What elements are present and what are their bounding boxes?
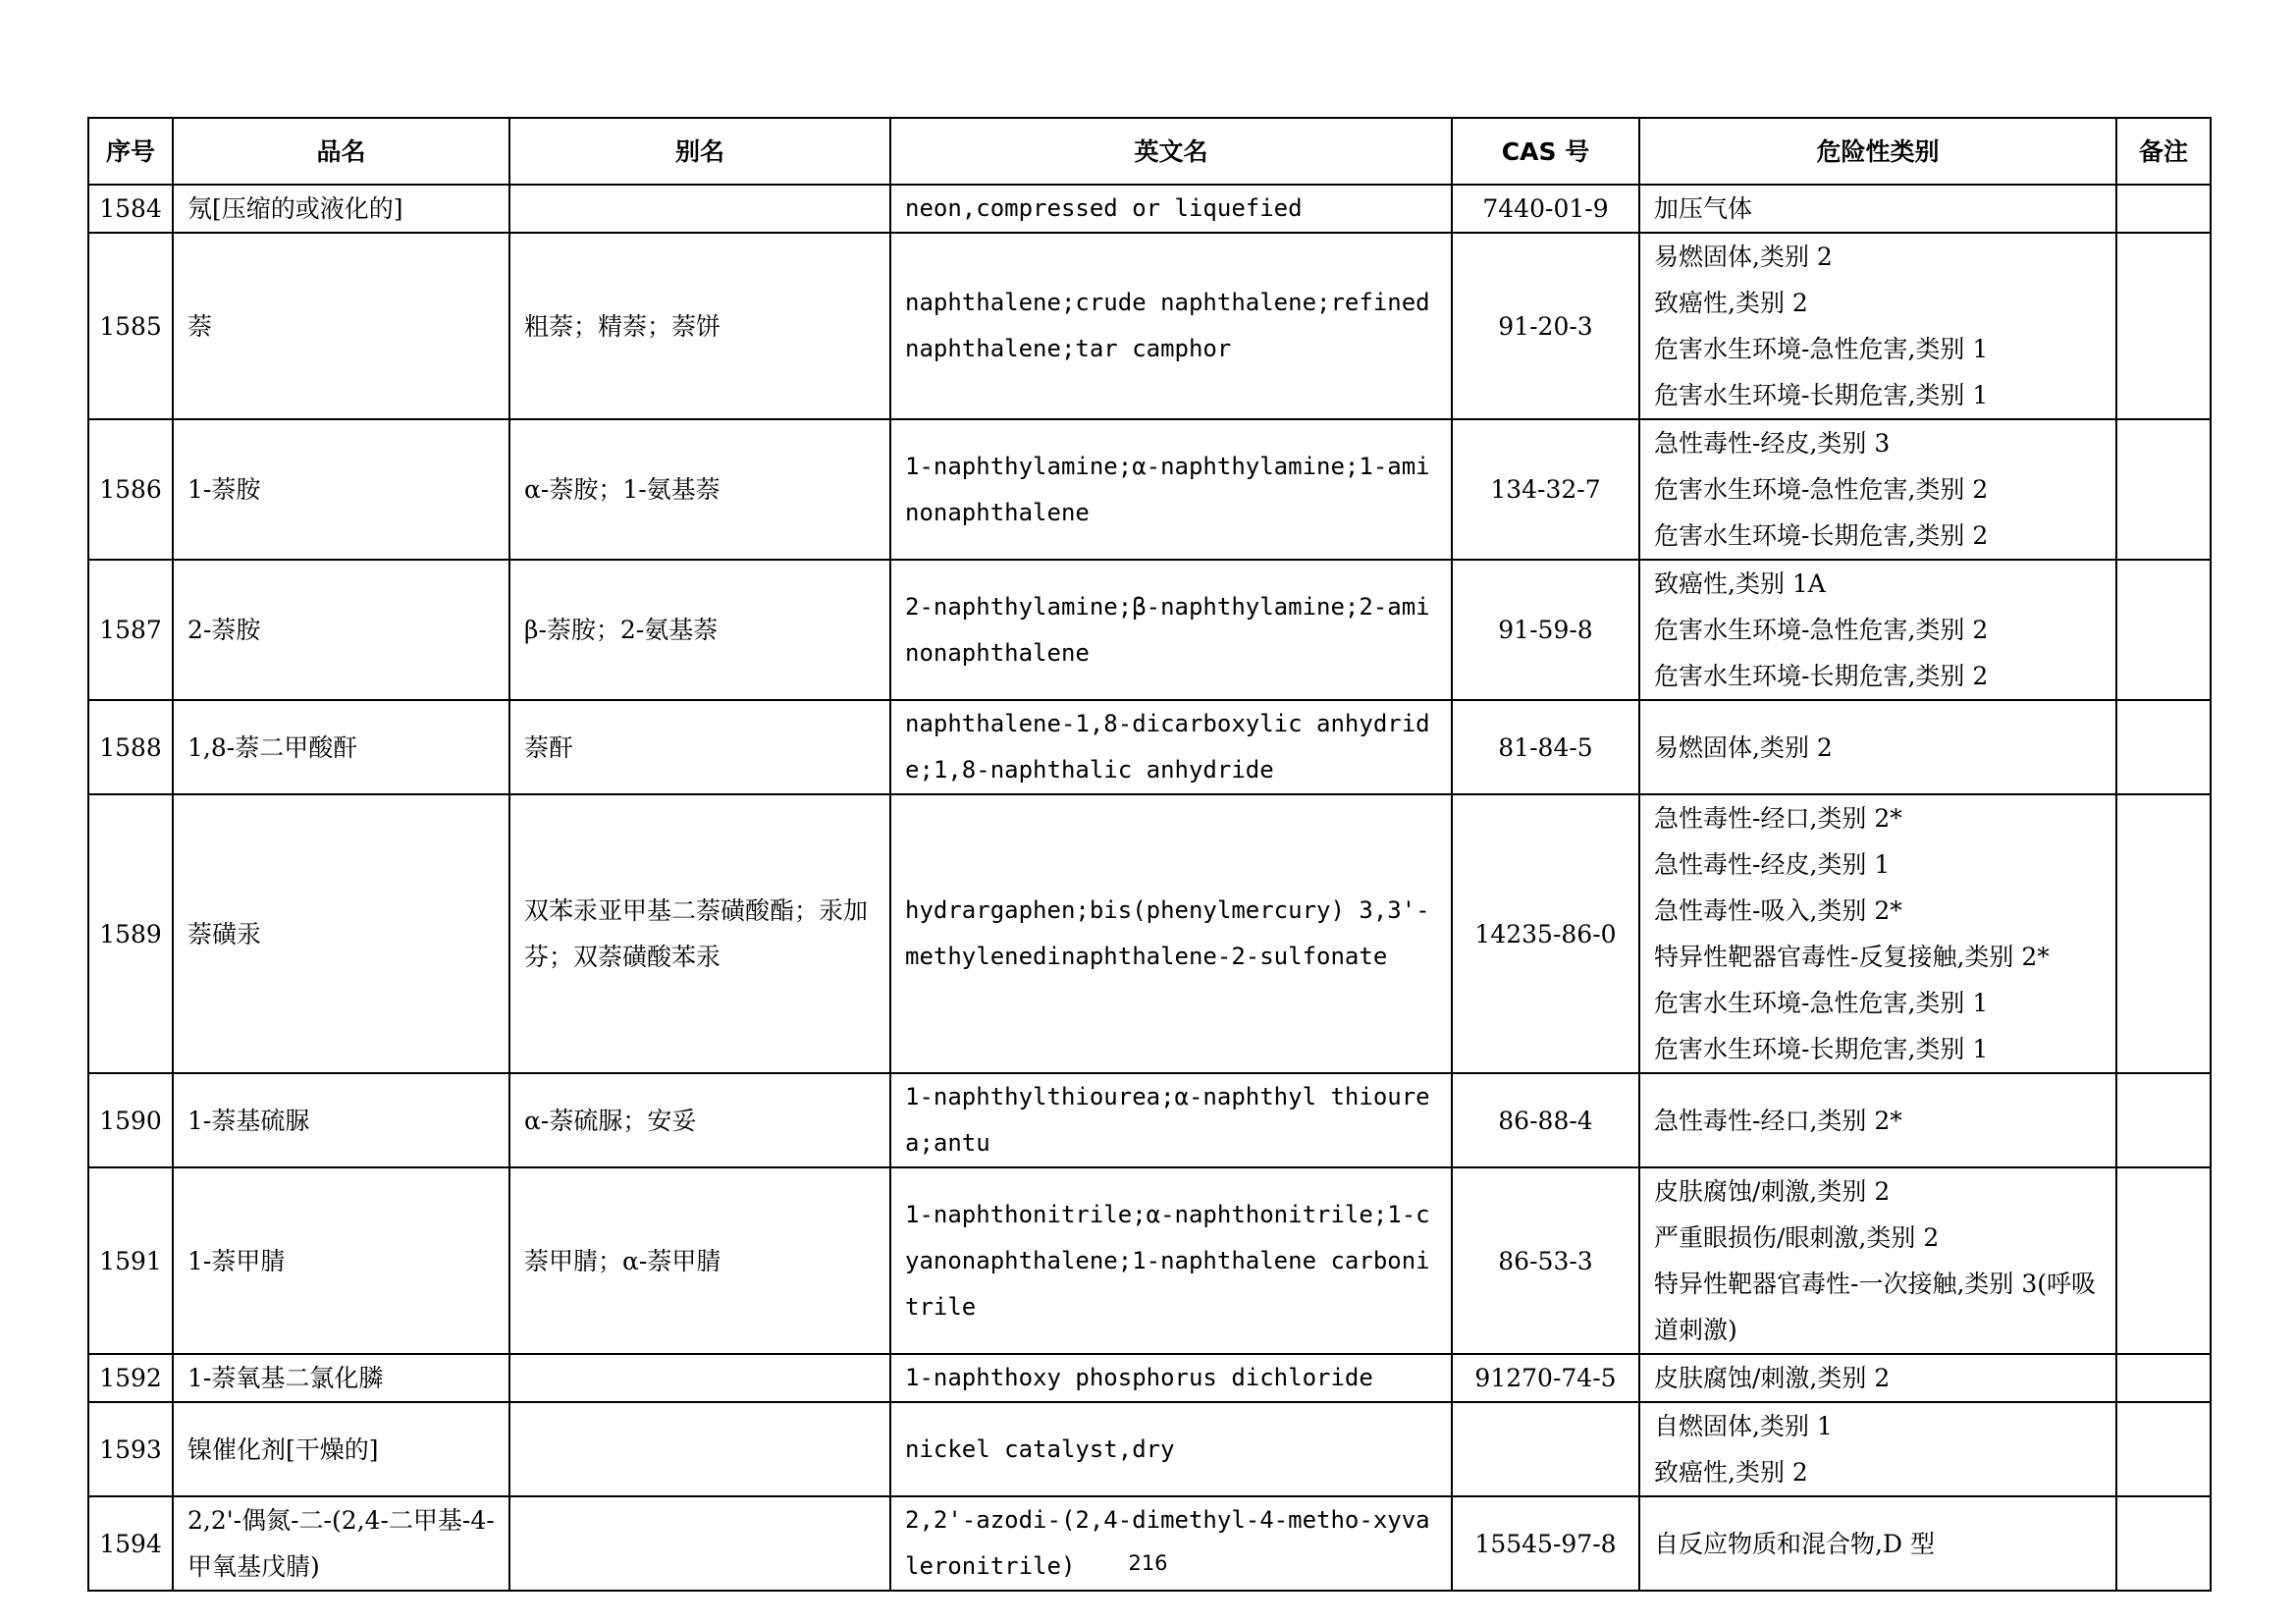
cell-cas-number: 15545-97-8 <box>1452 1496 1639 1591</box>
cell-remark <box>2116 419 2211 560</box>
cell-remark <box>2116 700 2211 794</box>
cell-serial-number: 1592 <box>88 1354 173 1402</box>
cell-remark <box>2116 233 2211 419</box>
cell-alias <box>509 185 890 233</box>
hazard-line: 致癌性,类别 2 <box>1654 1458 1808 1487</box>
hazard-line: 致癌性,类别 2 <box>1654 289 1808 317</box>
cell-product-name: 1,8-萘二甲酸酐 <box>173 700 509 794</box>
cell-english-name: 1-naphthonitrile;α-naphthonitrile;1-cyanonaphthalene;1-naphthalene carbonitrile <box>890 1167 1452 1354</box>
cell-product-name: 1-萘胺 <box>173 419 509 560</box>
cell-serial-number: 1586 <box>88 419 173 560</box>
cell-cas-number: 134-32-7 <box>1452 419 1639 560</box>
table-row <box>88 1167 2211 1354</box>
hazard-line: 急性毒性-吸入,类别 2* <box>1654 896 1902 925</box>
table-row <box>88 185 2211 233</box>
hazard-line: 易燃固体,类别 2 <box>1654 243 1833 271</box>
cell-remark <box>2116 1167 2211 1354</box>
table-row <box>88 1402 2211 1496</box>
hazard-line: 危害水生环境-长期危害,类别 1 <box>1654 1035 1989 1063</box>
cell-hazard-class <box>1639 1496 2116 1591</box>
cell-serial-number: 1585 <box>88 233 173 419</box>
hazard-line: 特异性靶器官毒性-一次接触,类别 3(呼吸道刺激) <box>1654 1270 2097 1344</box>
cell-hazard-class <box>1639 1402 2116 1496</box>
cell-hazard-class <box>1639 185 2116 233</box>
table-row <box>88 419 2211 560</box>
cell-product-name: 1-萘氧基二氯化膦 <box>173 1354 509 1402</box>
cell-english-name: nickel catalyst,dry <box>890 1402 1452 1496</box>
cell-hazard-class <box>1639 233 2116 419</box>
table-row <box>88 1496 2211 1591</box>
header-cas-number: CAS 号 <box>1452 118 1639 185</box>
cell-remark <box>2116 1073 2211 1167</box>
hazard-line: 急性毒性-经皮,类别 1 <box>1654 850 1891 879</box>
cell-remark <box>2116 1354 2211 1402</box>
hazard-line: 危害水生环境-急性危害,类别 2 <box>1654 616 1989 644</box>
cell-alias: α-萘硫脲；安妥 <box>509 1073 890 1167</box>
cell-english-name: naphthalene;crude naphthalene;refined naphthalene;tar camphor <box>890 233 1452 419</box>
table-row <box>88 700 2211 794</box>
header-remark: 备注 <box>2116 118 2211 185</box>
header-english-name: 英文名 <box>890 118 1452 185</box>
hazard-line: 危害水生环境-急性危害,类别 1 <box>1654 989 1989 1017</box>
cell-serial-number: 1593 <box>88 1402 173 1496</box>
table-row <box>88 233 2211 419</box>
cell-english-name: naphthalene-1,8-dicarboxylic anhydride;1,8-naphthalic anhydride <box>890 700 1452 794</box>
hazard-line: 危害水生环境-急性危害,类别 1 <box>1654 335 1989 363</box>
cell-remark <box>2116 1402 2211 1496</box>
hazard-line: 急性毒性-经口,类别 2* <box>1654 804 1902 833</box>
cell-serial-number: 1589 <box>88 794 173 1073</box>
header-hazard-class: 危险性类别 <box>1639 118 2116 185</box>
cell-cas-number: 91-59-8 <box>1452 560 1639 700</box>
cell-serial-number: 1591 <box>88 1167 173 1354</box>
cell-english-name: 2-naphthylamine;β-naphthylamine;2-aminonaphthalene <box>890 560 1452 700</box>
hazard-line: 自燃固体,类别 1 <box>1654 1412 1833 1440</box>
hazard-line: 危害水生环境-长期危害,类别 2 <box>1654 521 1989 550</box>
cell-serial-number: 1594 <box>88 1496 173 1591</box>
cell-alias: β-萘胺；2-氨基萘 <box>509 560 890 700</box>
cell-product-name: 萘磺汞 <box>173 794 509 1073</box>
page-number: 216 <box>1128 1551 1168 1575</box>
cell-product-name: 2,2'-偶氮-二-(2,4-二甲基-4-甲氧基戊腈) <box>173 1496 509 1591</box>
cell-hazard-class <box>1639 560 2116 700</box>
cell-english-name: 2,2'-azodi-(2,4-dimethyl-4-metho-xyvaleronitrile) <box>890 1496 1452 1591</box>
cell-hazard-class <box>1639 1354 2116 1402</box>
hazard-line: 皮肤腐蚀/刺激,类别 2 <box>1654 1177 1891 1206</box>
hazard-line: 严重眼损伤/眼刺激,类别 2 <box>1654 1223 1940 1252</box>
hazard-line: 致癌性,类别 1A <box>1654 569 1826 598</box>
cell-hazard-class <box>1639 700 2116 794</box>
table-row <box>88 1073 2211 1167</box>
hazard-line: 急性毒性-经口,类别 2* <box>1654 1106 1902 1135</box>
cell-alias: 萘酐 <box>509 700 890 794</box>
cell-cas-number: 7440-01-9 <box>1452 185 1639 233</box>
cell-serial-number: 1587 <box>88 560 173 700</box>
cell-alias <box>509 1402 890 1496</box>
cell-hazard-class <box>1639 419 2116 560</box>
hazard-line: 急性毒性-经皮,类别 3 <box>1654 429 1891 458</box>
cell-cas-number: 81-84-5 <box>1452 700 1639 794</box>
cell-alias <box>509 1496 890 1591</box>
header-serial-number: 序号 <box>88 118 173 185</box>
cell-english-name: hydrargaphen;bis(phenylmercury) 3,3'-methylenedinaphthalene-2-sulfonate <box>890 794 1452 1073</box>
cell-remark <box>2116 794 2211 1073</box>
table-header-row <box>88 118 2211 185</box>
cell-product-name: 1-萘甲腈 <box>173 1167 509 1354</box>
hazard-line: 皮肤腐蚀/刺激,类别 2 <box>1654 1364 1891 1392</box>
header-alias: 别名 <box>509 118 890 185</box>
header-product-name: 品名 <box>173 118 509 185</box>
cell-remark <box>2116 185 2211 233</box>
hazard-line: 危害水生环境-长期危害,类别 1 <box>1654 381 1989 409</box>
cell-hazard-class <box>1639 1073 2116 1167</box>
hazard-line: 特异性靶器官毒性-反复接触,类别 2* <box>1654 943 2050 971</box>
cell-english-name: 1-naphthoxy phosphorus dichloride <box>890 1354 1452 1402</box>
hazard-line: 易燃固体,类别 2 <box>1654 732 1833 762</box>
table-row <box>88 560 2211 700</box>
cell-hazard-class <box>1639 1167 2116 1354</box>
cell-product-name: 镍催化剂[干燥的] <box>173 1402 509 1496</box>
cell-remark <box>2116 560 2211 700</box>
cell-alias: 双苯汞亚甲基二萘磺酸酯；汞加芬；双萘磺酸苯汞 <box>509 794 890 1073</box>
cell-serial-number: 1588 <box>88 700 173 794</box>
cell-cas-number: 91270-74-5 <box>1452 1354 1639 1402</box>
cell-cas-number <box>1452 1402 1639 1496</box>
cell-alias: α-萘胺；1-氨基萘 <box>509 419 890 560</box>
cell-product-name: 1-萘基硫脲 <box>173 1073 509 1167</box>
hazard-line: 自反应物质和混合物,D 型 <box>1654 1529 1935 1558</box>
cell-english-name: 1-naphthylthiourea;α-naphthyl thiourea;antu <box>890 1073 1452 1167</box>
cell-hazard-class <box>1639 794 2116 1073</box>
cell-product-name: 氖[压缩的或液化的] <box>173 185 509 233</box>
cell-cas-number: 91-20-3 <box>1452 233 1639 419</box>
cell-serial-number: 1584 <box>88 185 173 233</box>
hazard-line: 加压气体 <box>1654 194 1753 223</box>
table-body <box>88 185 2211 1591</box>
cell-alias: 粗萘；精萘；萘饼 <box>509 233 890 419</box>
cell-serial-number: 1590 <box>88 1073 173 1167</box>
cell-alias <box>509 1354 890 1402</box>
cell-alias: 萘甲腈；α-萘甲腈 <box>509 1167 890 1354</box>
cell-english-name: 1-naphthylamine;α-naphthylamine;1-aminonaphthalene <box>890 419 1452 560</box>
cell-product-name: 2-萘胺 <box>173 560 509 700</box>
chemicals-table <box>87 117 2212 1592</box>
cell-product-name: 萘 <box>173 233 509 419</box>
table-row <box>88 1354 2211 1402</box>
cell-cas-number: 14235-86-0 <box>1452 794 1639 1073</box>
hazard-line: 危害水生环境-长期危害,类别 2 <box>1654 662 1989 690</box>
table-row <box>88 794 2211 1073</box>
hazard-line: 危害水生环境-急性危害,类别 2 <box>1654 475 1989 504</box>
cell-english-name: neon,compressed or liquefied <box>890 185 1452 233</box>
cell-remark <box>2116 1496 2211 1591</box>
cell-cas-number: 86-53-3 <box>1452 1167 1639 1354</box>
cell-cas-number: 86-88-4 <box>1452 1073 1639 1167</box>
